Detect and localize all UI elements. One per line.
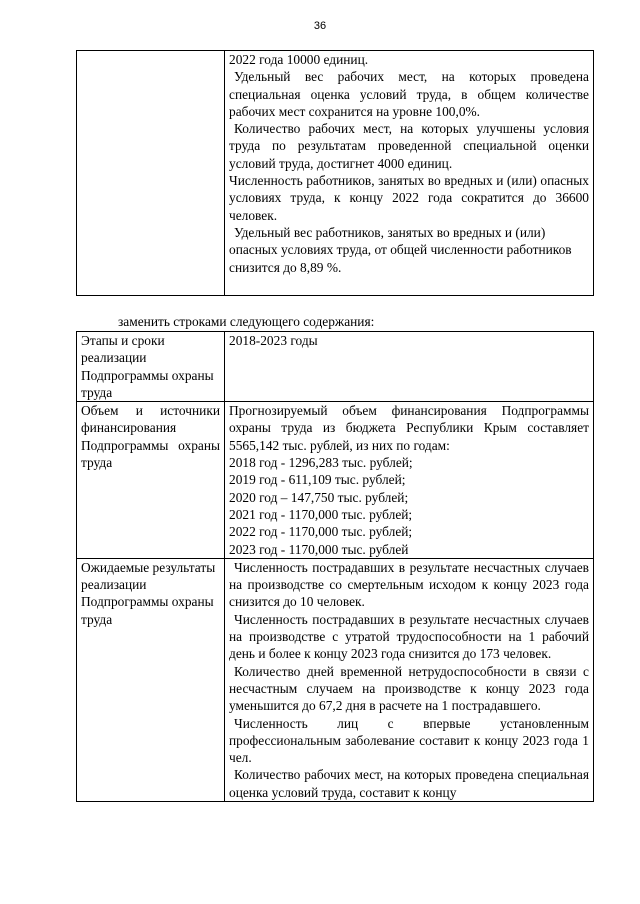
table-row [77,332,594,402]
paragraph: 2022 года 10000 единиц. [229,52,369,67]
page-number: 36 [313,20,327,32]
previous-text-table [76,50,594,296]
funding-year: 2020 год – 147,750 тыс. рублей; [229,489,409,505]
result-item: Количество дней временной нетрудоспособности в связи с несчастным случаем на производстве к концу 2023 года уменьшится до 67,2 дня в расчете на 1 пострадавшего. [229,663,589,714]
funding-intro: Прогнозируемый объем финансирования Подпрограммы охраны труда из бюджета Республики Крым составляет 5565,142 тыс. рублей, из них по годам: [229,403,589,453]
table-row [77,51,594,296]
funding-year: 2021 год - 1170,000 тыс. рублей; [229,506,413,522]
row-value-funding [225,402,594,559]
table-row [77,558,594,801]
row-value-results [225,558,594,801]
funding-year: 2018 год - 1296,283 тыс. рублей; [229,455,413,471]
funding-year: 2023 год - 1170,000 тыс. рублей [229,541,409,557]
row-label-stages: Этапы и сроки реализации Подпрограммы охраны труда [77,332,225,402]
empty-cell [77,51,225,296]
result-item: Численность пострадавших в результате несчастных случаев на производстве с утратой трудоспособности на 1 рабочий день и более к концу 2023 года снизится до 173 человек. [229,611,589,662]
result-item: Количество рабочих мест, на которых проведена специальная оценка условий труда, составит к концу [229,767,589,800]
paragraph: Количество рабочих мест, на которых улучшены условия труда по результатам проведенной специальной оценки условий труда, достигнет 4000 единиц. [229,121,589,171]
paragraph: Удельный вес работников, занятых во вредных и (или) опасных условиях труда, от общей численности работников снизится до 8,89 %. [229,224,572,275]
funding-year: 2019 год - 611,109 тыс. рублей; [229,472,406,488]
passport-table [76,331,594,802]
funding-year: 2022 год - 1170,000 тыс. рублей; [229,524,413,540]
table-row [77,402,594,559]
replace-instruction: заменить строками следующего содержания: [118,314,375,329]
expected-results-old-cell [225,51,594,296]
row-label-funding: Объем и источники финансирования Подпрограммы охраны труда [77,402,225,559]
paragraph: Численность работников, занятых во вредных и (или) опасных условиях труда, к концу 2022 года сократится до 36600 человек. [229,173,589,223]
row-value-stages: 2018-2023 годы [225,332,594,402]
row-label-results: Ожидаемые результаты реализации Подпрограммы охраны труда [77,558,225,801]
result-item: Численность пострадавших в результате несчастных случаев на производстве со смертельным исходом к концу 2023 года снизится до 10 человек. [229,559,589,610]
result-item: Численность лиц с впервые установленным профессиональным заболевание составит к концу 2023 года 1 чел. [229,715,589,766]
paragraph: Удельный вес рабочих мест, на которых проведена специальная оценка условий труда, в общем количестве рабочих мест сохранится на уровне 100,0%. [229,69,589,119]
